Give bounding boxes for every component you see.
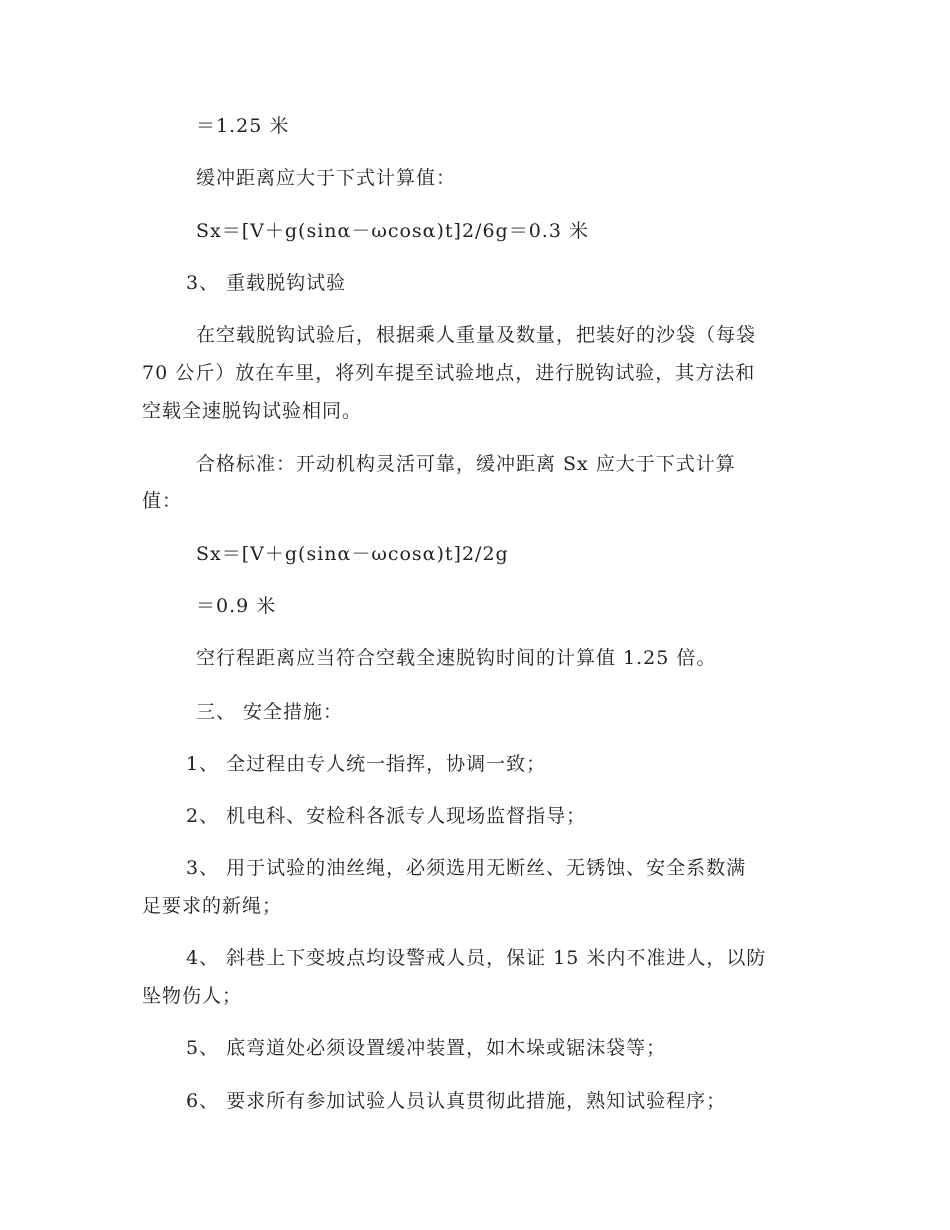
list-item: 6、 要求所有参加试验人员认真贯彻此措施，熟知试验程序； — [186, 1090, 727, 1112]
paragraph-line: 在空载脱钩试验后，根据乘人重量及数量，把装好的沙袋（每袋 — [196, 324, 757, 346]
section-heading: 3、 重载脱钩试验 — [186, 272, 347, 294]
formula-line: Sx＝[V＋g(sinα－ωcosα)t]2/2g — [196, 543, 509, 565]
paragraph-line: 值： — [142, 490, 183, 512]
paragraph-line: 缓冲距离应大于下式计算值： — [196, 167, 457, 189]
formula-line: Sx＝[V＋g(sinα－ωcosα)t]2/6g＝0.3 米 — [196, 220, 589, 242]
paragraph-line: 空载全速脱钩试验相同。 — [142, 400, 363, 422]
list-item: 4、 斜巷上下变坡点均设警戒人员，保证 15 米内不准进人，以防 — [186, 947, 767, 969]
list-item: 1、 全过程由专人统一指挥，协调一致； — [186, 753, 547, 775]
list-item-continuation: 足要求的新绳； — [142, 895, 283, 917]
list-item: 5、 底弯道处必须设置缓冲装置，如木垛或锯沫袋等； — [186, 1037, 667, 1059]
paragraph-line: 70 公斤）放在车里，将列车提至试验地点，进行脱钩试验，其方法和 — [142, 362, 756, 384]
paragraph-line: 合格标准：开动机构灵活可靠，缓冲距离 Sx 应大于下式计算 — [196, 453, 736, 475]
list-item-continuation: 坠物伤人； — [142, 985, 243, 1007]
section-heading: 三、 安全措施： — [196, 701, 344, 723]
formula-result-line: ＝0.9 米 — [196, 595, 277, 617]
list-item: 2、 机电科、安检科各派专人现场监督指导； — [186, 805, 587, 827]
paragraph-line: 空行程距离应当符合空载全速脱钩时间的计算值 1.25 倍。 — [196, 647, 717, 669]
formula-result-line: ＝1.25 米 — [196, 115, 290, 137]
list-item: 3、 用于试验的油丝绳，必须选用无断丝、无锈蚀、安全系数满 — [186, 857, 747, 879]
